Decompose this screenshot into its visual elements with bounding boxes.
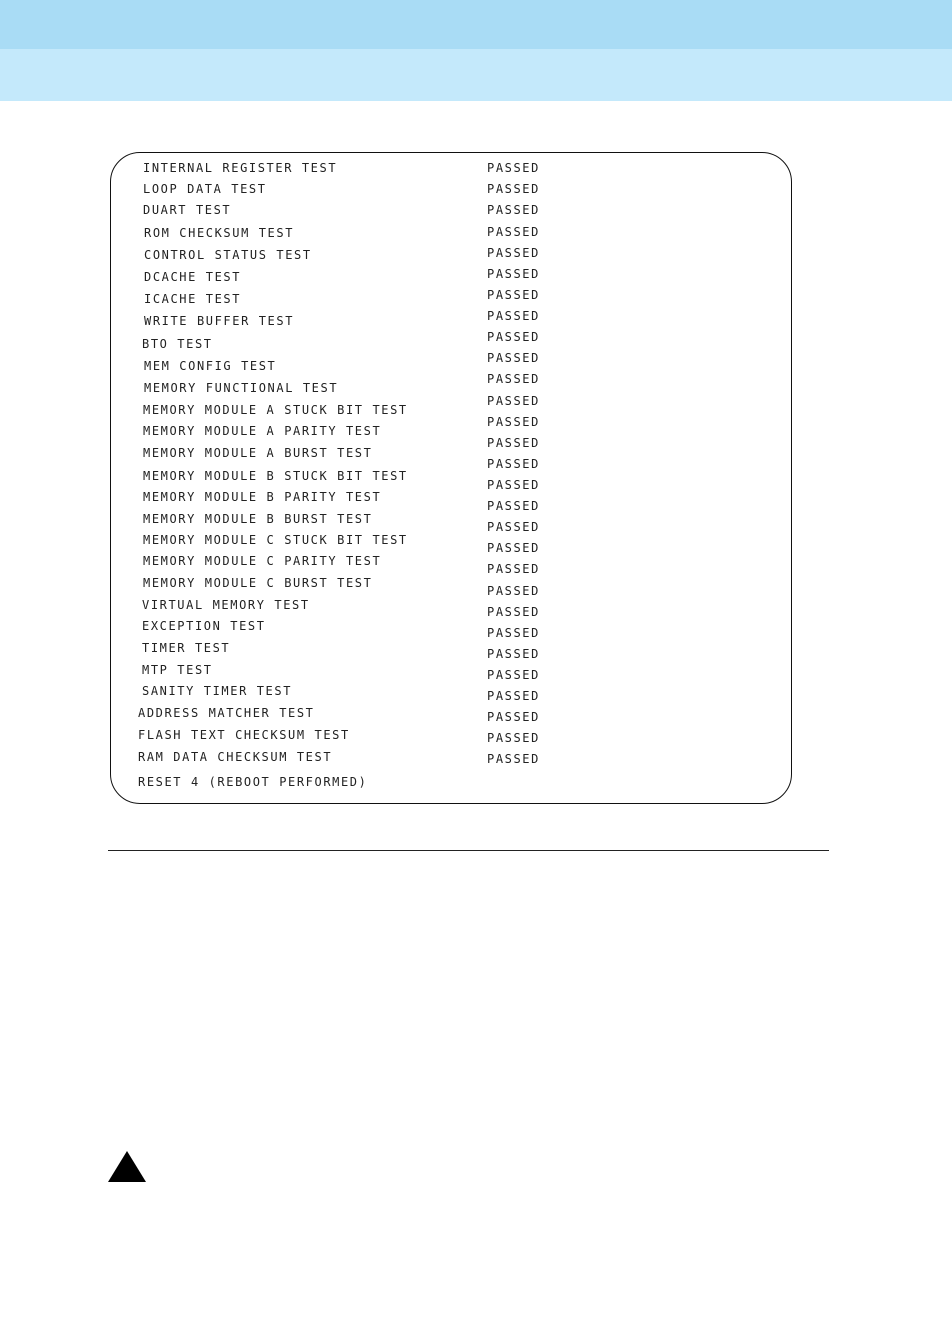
test-status: PASSED <box>487 288 540 302</box>
test-status: PASSED <box>487 626 540 640</box>
test-status: PASSED <box>487 415 540 429</box>
test-name: INTERNAL REGISTER TEST <box>143 161 338 175</box>
test-name: MEMORY MODULE B STUCK BIT TEST <box>143 469 408 483</box>
test-name: MEMORY MODULE C STUCK BIT TEST <box>143 533 408 547</box>
test-name: MEMORY MODULE A PARITY TEST <box>143 424 382 438</box>
test-name: WRITE BUFFER TEST <box>144 314 295 328</box>
test-name: TIMER TEST <box>142 641 231 655</box>
test-name: RAM DATA CHECKSUM TEST <box>138 750 333 764</box>
test-name: SANITY TIMER TEST <box>142 684 293 698</box>
test-status: PASSED <box>487 267 540 281</box>
test-status: PASSED <box>487 330 540 344</box>
test-status: PASSED <box>487 668 540 682</box>
test-name: MEMORY MODULE B PARITY TEST <box>143 490 382 504</box>
test-status: PASSED <box>487 478 540 492</box>
test-status: PASSED <box>487 541 540 555</box>
test-name: ADDRESS MATCHER TEST <box>138 706 315 720</box>
test-status: PASSED <box>487 309 540 323</box>
test-status: PASSED <box>487 584 540 598</box>
test-status: PASSED <box>487 499 540 513</box>
test-name: MEMORY MODULE C BURST TEST <box>143 576 373 590</box>
test-name: MEM CONFIG TEST <box>144 359 277 373</box>
reset-message: RESET 4 (REBOOT PERFORMED) <box>138 775 368 789</box>
test-status: PASSED <box>487 203 540 217</box>
test-name: MEMORY FUNCTIONAL TEST <box>144 381 339 395</box>
test-status: PASSED <box>487 647 540 661</box>
test-name: MEMORY MODULE B BURST TEST <box>143 512 373 526</box>
test-name: MEMORY MODULE A BURST TEST <box>143 446 373 460</box>
test-status: PASSED <box>487 161 540 175</box>
test-status: PASSED <box>487 562 540 576</box>
test-status: PASSED <box>487 710 540 724</box>
test-status: PASSED <box>487 394 540 408</box>
test-status: PASSED <box>487 520 540 534</box>
horizontal-rule <box>108 850 829 851</box>
test-name: VIRTUAL MEMORY TEST <box>142 598 310 612</box>
test-status: PASSED <box>487 246 540 260</box>
test-status: PASSED <box>487 689 540 703</box>
test-status: PASSED <box>487 351 540 365</box>
test-name: FLASH TEXT CHECKSUM TEST <box>138 728 350 742</box>
test-name: MEMORY MODULE C PARITY TEST <box>143 554 382 568</box>
test-name: ROM CHECKSUM TEST <box>144 226 295 240</box>
test-name: BTO TEST <box>142 337 213 351</box>
test-status: PASSED <box>487 457 540 471</box>
test-status: PASSED <box>487 436 540 450</box>
subheader-band <box>0 49 952 101</box>
test-name: EXCEPTION TEST <box>142 619 266 633</box>
header-band <box>0 0 952 49</box>
test-status: PASSED <box>487 225 540 239</box>
test-status: PASSED <box>487 731 540 745</box>
test-name: ICACHE TEST <box>144 292 242 306</box>
test-status: PASSED <box>487 752 540 766</box>
test-status: PASSED <box>487 372 540 386</box>
test-name: CONTROL STATUS TEST <box>144 248 312 262</box>
test-name: MEMORY MODULE A STUCK BIT TEST <box>143 403 408 417</box>
test-name: DUART TEST <box>143 203 232 217</box>
test-name: MTP TEST <box>142 663 213 677</box>
test-name: DCACHE TEST <box>144 270 242 284</box>
test-status: PASSED <box>487 182 540 196</box>
test-name: LOOP DATA TEST <box>143 182 267 196</box>
warning-triangle-icon <box>108 1151 146 1182</box>
test-status: PASSED <box>487 605 540 619</box>
